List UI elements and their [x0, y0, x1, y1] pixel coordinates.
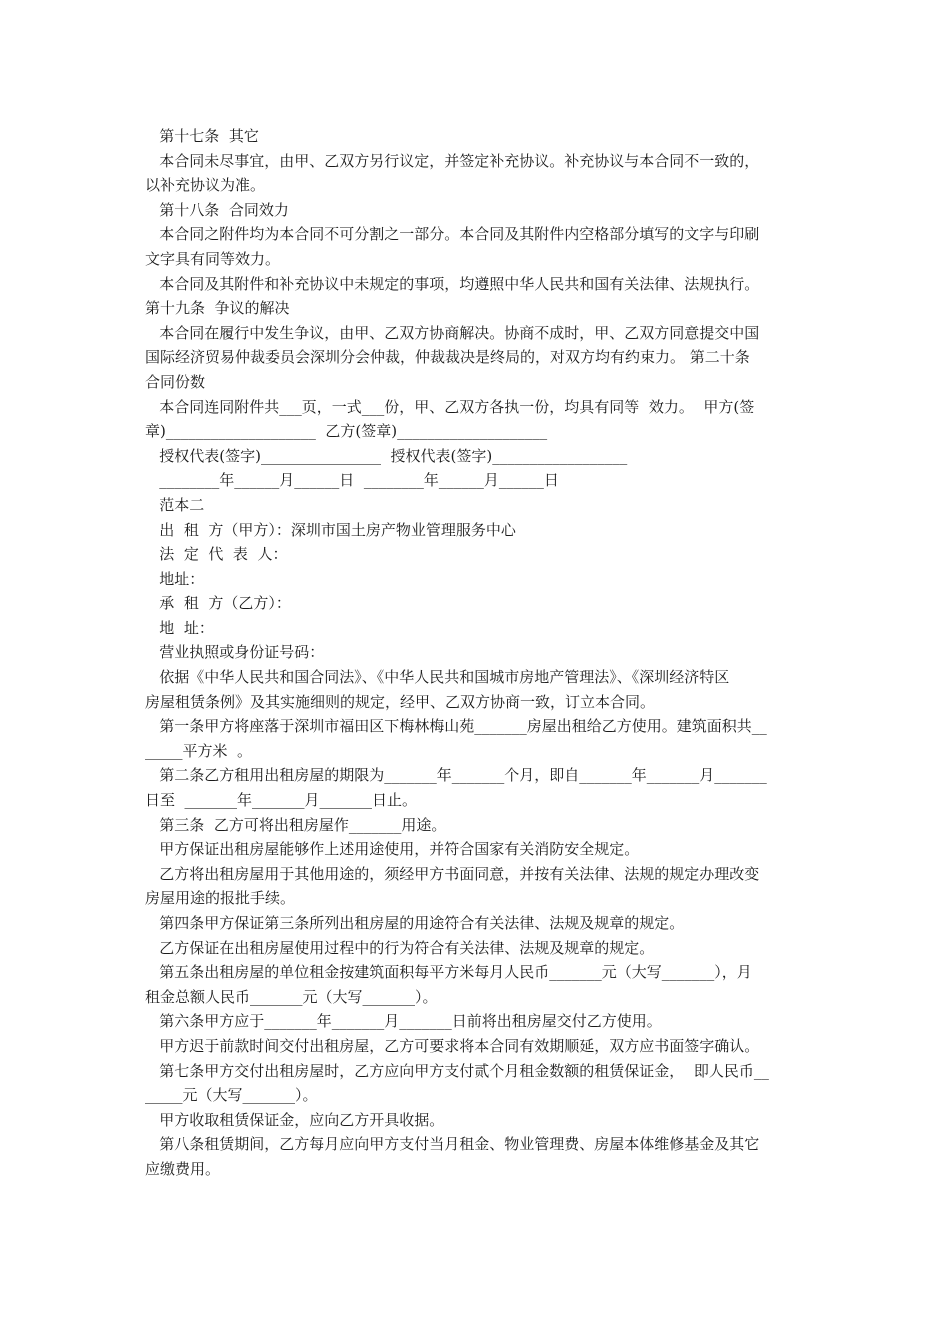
- text-line: 法 定 代 表 人：: [145, 545, 288, 564]
- text-line: 租金总额人民币_______元（大写_______）。: [145, 987, 438, 1006]
- text-line: 第一条甲方将座落于深圳市福田区下梅林梅山苑_______房屋出租给乙方使用。建筑面积共__: [145, 717, 767, 736]
- text-line: 本合同连同附件共___页，一式___份，甲、乙双方各执一份，均具有同等 效力。 甲方(签: [145, 397, 755, 416]
- text-line: 第四条甲方保证第三条所列出租房屋的用途符合有关法律、法规及规章的规定。: [145, 914, 685, 932]
- text-line: 以补充协议为准。: [145, 176, 266, 195]
- text-line: 第八条租赁期间，乙方每月应向甲方支付当月租金、物业管理费、房屋本体维修基金及其它: [145, 1135, 760, 1154]
- text-line: 本合同之附件均为本合同不可分割之一部分。本合同及其附件内空格部分填写的文字与印刷: [145, 225, 760, 244]
- text-line: 本合同未尽事宜，由甲、乙双方另行议定，并签定补充协议。补充协议与本合同不一致的，: [145, 151, 760, 170]
- document-page: [145, 124, 810, 1182]
- text-line: 第五条出租房屋的单位租金按建筑面积每平方米每月人民币_______元（大写_______），月: [145, 963, 752, 982]
- text-line: 合同份数: [145, 372, 206, 391]
- text-line: 第十八条 合同效力: [145, 200, 289, 219]
- text-line: 甲方收取租赁保证金，应向乙方开具收据。: [145, 1110, 445, 1129]
- text-line: 甲方保证出租房屋能够作上述用途使用，并符合国家有关消防安全规定。: [145, 840, 640, 859]
- text-line: 第二条乙方租用出租房屋的期限为_______年_______个月，即自_______年_______月_______: [145, 766, 767, 785]
- text-line: 第三条 乙方可将出租房屋作_______用途。: [145, 815, 447, 834]
- text-line: 出 租 方（甲方）：深圳市国土房产物业管理服务中心: [145, 520, 516, 539]
- text-line: 授权代表(签字)________________ 授权代表(签字)__________________: [145, 446, 628, 465]
- text-line: 甲方迟于前款时间交付出租房屋，乙方可要求将本合同有效期顺延，双方应书面签字确认。: [145, 1036, 760, 1055]
- text-line: _____平方米 。: [145, 741, 253, 760]
- text-line: 第六条甲方应于_______年_______月_______日前将出租房屋交付乙方使用。: [145, 1012, 662, 1031]
- text-line: 日至 _______年_______月_______日止。: [145, 791, 418, 810]
- text-line: 第十七条 其它: [145, 127, 259, 145]
- text-line: 乙方保证在出租房屋使用过程中的行为符合有关法律、法规及规章的规定。: [145, 938, 655, 957]
- text-line: _____元（大写_______）。: [145, 1086, 318, 1105]
- text-line: 国际经济贸易仲裁委员会深圳分会仲裁，仲裁裁决是终局的，对双方均有约束力。 第二十条: [145, 348, 750, 367]
- text-line: 营业执照或身份证号码：: [145, 643, 325, 662]
- text-line: 依据《中华人民共和国合同法》、《中华人民共和国城市房地产管理法》、《深圳经济特区: [145, 668, 730, 687]
- text-line: 章)____________________ 乙方(签章)____________________: [145, 422, 548, 441]
- text-line: 地 址：: [145, 618, 214, 637]
- text-line: 第十九条 争议的解决: [145, 299, 290, 318]
- text-line: 范本二: [145, 495, 205, 514]
- text-line: 本合同在履行中发生争议，由甲、乙双方协商解决。协商不成时，甲、乙双方同意提交中国: [145, 323, 760, 342]
- text-line: 应缴费用。: [145, 1159, 221, 1178]
- text-line: 乙方将出租房屋用于其他用途的，须经甲方书面同意，并按有关法律、法规的规定办理改变: [145, 864, 760, 883]
- text-line: 承 租 方（乙方）：: [145, 594, 291, 613]
- text-line: 第七条甲方交付出租房屋时，乙方应向甲方支付贰个月租金数额的租赁保证金， 即人民币__: [145, 1061, 769, 1080]
- text-line: 房屋租赁条例》及其实施细则的规定，经甲、乙双方协商一致，订立本合同。: [145, 692, 656, 711]
- text-line: 地址：: [145, 569, 205, 588]
- text-line: 本合同及其附件和补充协议中未规定的事项，均遵照中华人民共和国有关法律、法规执行。: [145, 274, 760, 293]
- text-line: ________年______月______日 ________年______月______日: [145, 471, 559, 490]
- text-line: 文字具有同等效力。: [145, 249, 281, 268]
- text-line: 房屋用途的报批手续。: [145, 889, 296, 908]
